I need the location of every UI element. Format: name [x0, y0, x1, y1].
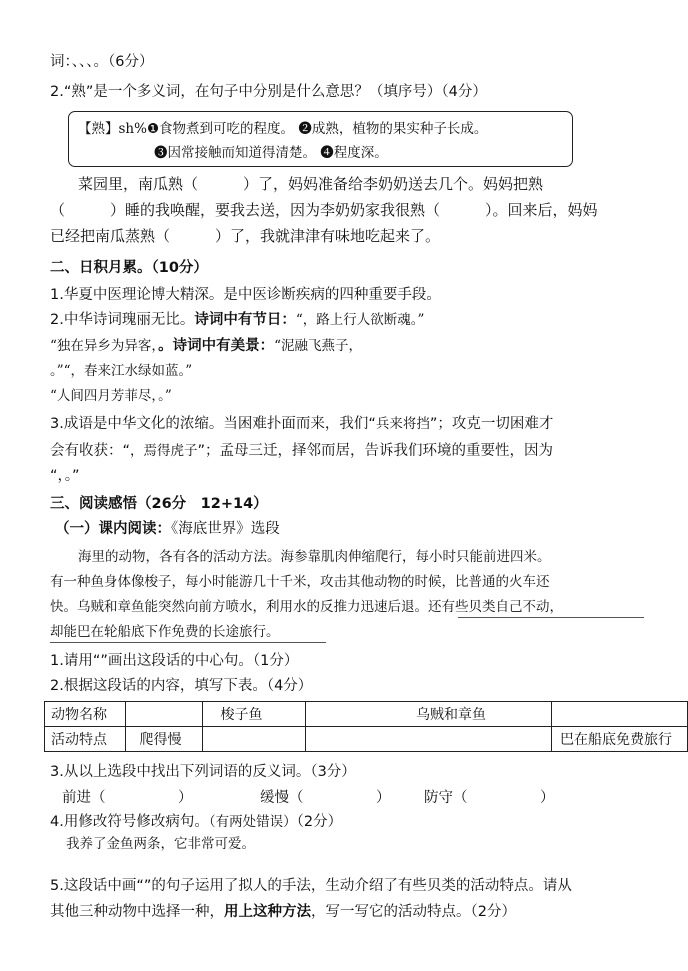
passage-line-2: （ ）睡的我唤醒，要我去送，因为李奶奶家我很熟（ ）。回来后，妈妈: [50, 201, 598, 219]
q4-text: 4.用修改符号修改病句。: [50, 814, 209, 830]
table-row: [45, 702, 688, 727]
reading-q5-line-2: [50, 902, 516, 922]
faulty-sentence: 我养了金鱼两条，它非常可爱。: [66, 836, 255, 852]
accumulation-q3-line-3: “，。”: [50, 468, 80, 484]
reading-q5-line-1: 5.这段话中画“”的句子运用了拟人的手法，生动介绍了有些贝类的活动特点。请从: [50, 878, 572, 894]
reading-q1: 1.请用“”画出这段话的中心句。（1分）: [50, 653, 299, 669]
q5-text-a: 其他三种动物中选择一种，: [50, 904, 224, 920]
reading-line-4: 却能巴在轮船底下作免费的长途旅行。: [50, 624, 280, 640]
q2-poem-3: “泥融飞燕子，: [274, 338, 363, 354]
q2-festival-label: 诗词中有节日：: [194, 312, 296, 328]
subsection-1-title: 《海底世界》选段: [171, 521, 280, 537]
reading-q3: 3.从以上选段中找出下列词语的反义词。（3分）: [50, 764, 356, 780]
reading-line-1: 海里的动物，各有各的活动方法。海参靠肌肉伸缩爬行，每小时只能前进四米。: [78, 549, 551, 565]
passage-line-3: 已经把南瓜蒸熟（ ）了，我就津津有味地吃起来了。: [50, 227, 441, 245]
reading-q2: 2.根据这段话的内容，填写下表。（4分）: [50, 678, 313, 694]
q3-text-c: 会有收获：“: [50, 443, 131, 459]
underline-2: [50, 642, 326, 643]
table-cell: 乌贼和章鱼: [306, 702, 552, 727]
q3-text-a: 3.成语是中华文化的浓缩。当困难扑面而来，我们“: [50, 416, 376, 432]
section-2-heading: 二、日积月累。（10分）: [50, 260, 208, 276]
table-cell: 爬得慢: [125, 727, 202, 752]
q3-idiom-2: ，焉得虎子: [130, 443, 198, 459]
q5-text-b: ，写一写它的活动特点。（2分）: [311, 904, 516, 920]
accumulation-q2-line-1: [50, 310, 424, 330]
accumulation-q3-line-2: [50, 441, 553, 461]
q4-note: （有两处错误）: [208, 814, 297, 830]
accumulation-q1: 1.华夏中医理论博大精深。是中医诊断疾病的四种重要手段。: [50, 287, 441, 303]
accumulation-q3-line-1: [50, 414, 553, 434]
q3-text-b: ”；攻克一切困难才: [429, 416, 554, 432]
section-3-heading: 三、阅读感悟（26分 12+14）: [50, 496, 268, 512]
question-2-prompt: 2.“熟”是一个多义词，在句子中分别是什么意思？（填序号）（4分）: [50, 84, 487, 100]
definition-line-2: ❸因常接触而知道得清楚。 ❹程度深。: [154, 145, 388, 161]
definition-line-1: 【熟】sh%❶食物煮到可吃的程度。 ❷成熟，植物的果实种子长成。: [78, 121, 488, 137]
table-cell[interactable]: [125, 702, 202, 727]
table-cell: 梭子鱼: [202, 702, 306, 727]
underline-1: [458, 617, 644, 618]
table-cell: 动物名称: [45, 702, 126, 727]
reading-line-3-a: 快。乌贼和章鱼能突然向前方喷水，利用水的反推力迅速后退。: [50, 599, 428, 615]
table-row: [45, 727, 688, 752]
reading-line-3-b: 还有些贝类自己不动，: [428, 599, 563, 615]
table-cell[interactable]: [552, 702, 688, 727]
q2-poem-2: “独在异乡为异客，: [50, 338, 159, 354]
q2-intro: 2.中华诗词瑰丽无比。: [50, 312, 195, 328]
subsection-1-heading: [55, 519, 280, 539]
q4-score: （2分）: [296, 814, 343, 830]
table-cell: 活动特点: [45, 727, 126, 752]
antonym-blank-3[interactable]: 防守（ ）: [424, 790, 555, 806]
reading-line-3: [50, 597, 563, 617]
reading-line-2: 有一种鱼身体像梭子，每小时能游几十千米，攻击其他动物的时候，比普通的火车还: [50, 574, 550, 590]
antonym-blank-1[interactable]: 前进（ ）: [62, 790, 193, 806]
table-cell: 巴在船底免费旅行: [552, 727, 688, 752]
table-cell[interactable]: [306, 727, 552, 752]
antonym-blank-2[interactable]: 缓慢（ ）: [260, 790, 391, 806]
q3-text-d: ”；孟母三迁，择邻而居，告诉我们环境的重要性，因为: [197, 443, 554, 459]
reading-q4: [50, 812, 342, 832]
accumulation-q2-line-4: “人间四月芳菲尽，。”: [50, 388, 172, 404]
q3-idiom-1: 兵来将挡: [375, 416, 430, 432]
table-cell[interactable]: [202, 727, 306, 752]
passage-line-1: 菜园里，南瓜熟（ ）了，妈妈准备给李奶奶送去几个。妈妈把熟: [78, 175, 544, 193]
accumulation-q2-line-3: 。”“，春来江水绿如蓝。”: [50, 363, 193, 379]
subsection-1-label: （一）课内阅读：: [55, 521, 171, 537]
accumulation-q2-line-2: [50, 336, 362, 356]
q2-poem-1: “，路上行人欲断魂。”: [295, 312, 425, 328]
animal-table: [44, 701, 688, 752]
line-instruction-tail: 词：、、、。（6分）: [50, 54, 154, 70]
q5-emphasis: 用上这种方法: [224, 904, 311, 920]
q2-scenery-label: 。诗词中有美景：: [158, 338, 275, 354]
